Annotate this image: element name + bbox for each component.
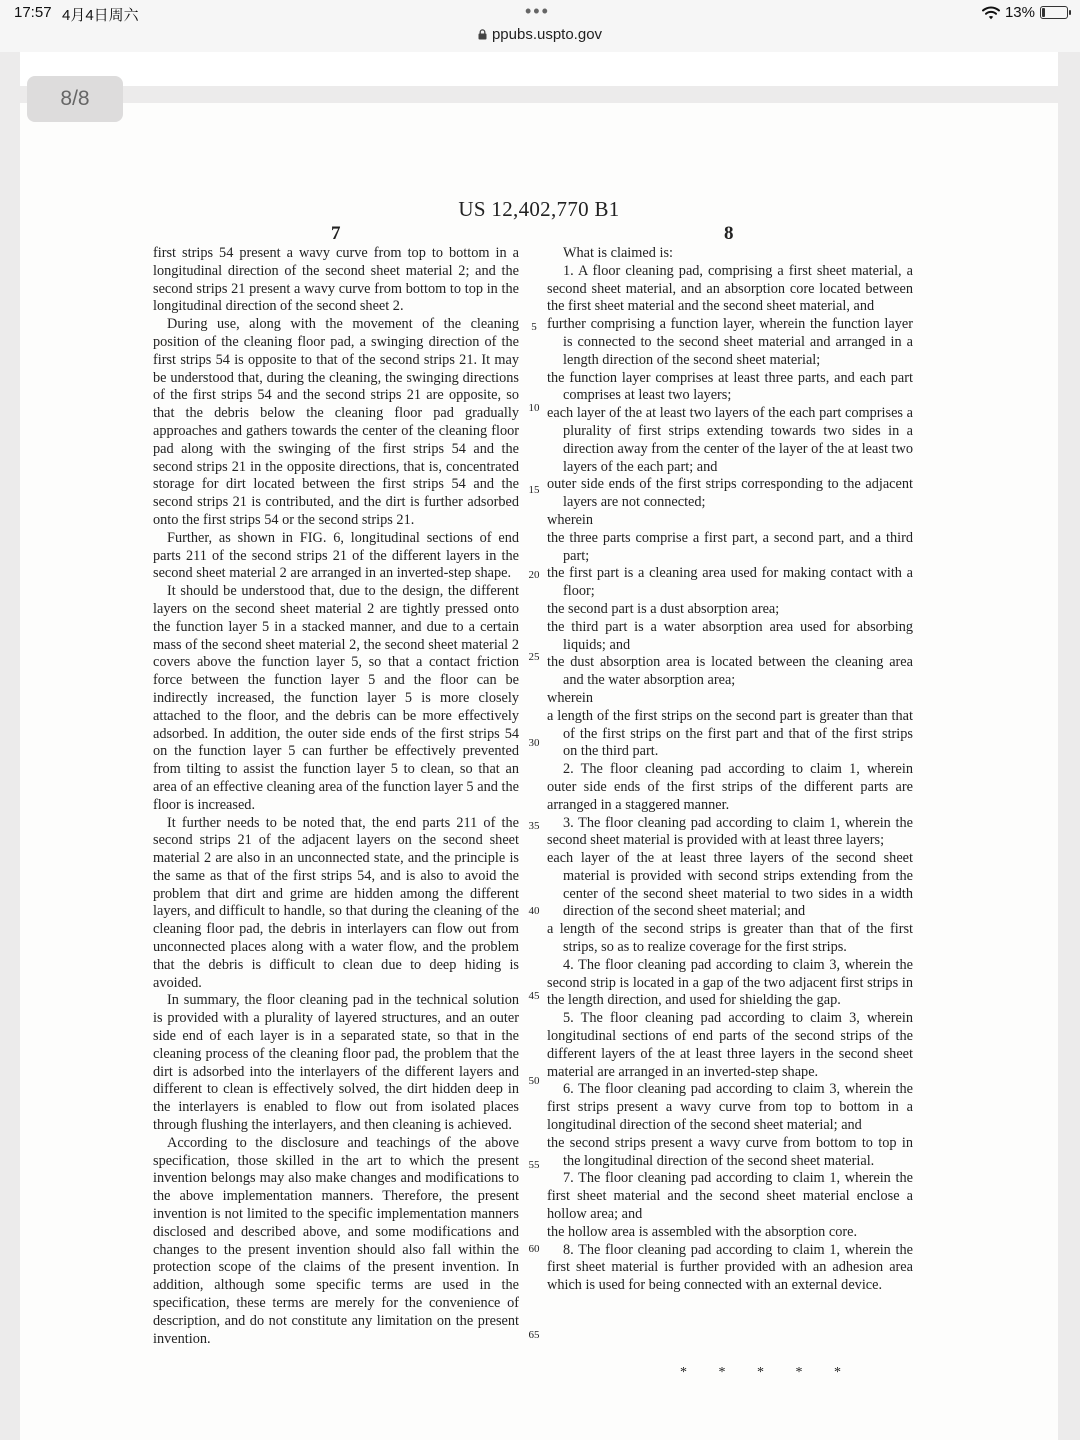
clock: 17:57 — [14, 4, 52, 21]
paragraph: In summary, the floor cleaning pad in the technical solution is provided with a plurality of layered structures, and an outer side end of each layer is in a separated state, so that in the cleaning process of the cleaning floor pad, the problem that the dirt is adsorbed into the interlayers of the different layers and different to clean is effectively solved, the dirt hidden deep in the interlayers is enabled to flow out from isolated places through flushing the interlayers, and then cleaning is achieved. — [153, 992, 519, 1134]
paragraph: According to the disclosure and teachings of the above specification, those skilled in the art to which the present invention belongs may also make changes and modifications to the above implementation manners. Therefore, the present invention is not limited to the specific implementation manners disclosed and described above, and some modifications and changes to the present invention should also fall within the protection scope of the claims of the present invention. In addition, although some specific terms are used in the specification, these terms are merely for the convenience of description, and do not constitute any limitation on the present invention. — [153, 1134, 519, 1347]
claim-text: each layer of the at least three layers of the second sheet material is provided with second strips extending from the center of the second sheet material to two sides in a width direction of the second sheet material; and — [547, 850, 913, 920]
end-mark: * * * * * — [680, 1365, 855, 1380]
claim-text: wherein — [547, 511, 594, 528]
claim-text: 1. A floor cleaning pad, comprising a first sheet material, a second sheet material, and an absorption core located between the first sheet material and the second sheet material, and — [547, 262, 913, 315]
document-page — [20, 103, 1058, 1440]
claim-text: the second part is a dust absorption area; — [547, 600, 780, 617]
claim-text: a length of the first strips on the second part is greater than that of the first strips on the first part and that of the first strips on the third part. — [547, 707, 913, 760]
wifi-icon — [982, 6, 1000, 20]
claim-text: a length of the second strips is greater than that of the first strips, so as to realize coverage for the first strips. — [547, 921, 913, 956]
paragraph: It should be understood that, due to the design, the different layers on the second sheet material 2 are tightly pressed onto the function layer 5 in a stacked manner, and due to a certain mass of the second sheet material 2, the second sheet material 2 covers above the function layer 5, so that a contact friction force between the function layer 5 and the floor can be indirectly increased, the function layer 5 is more closely attached to the floor, and the debris can be more effectively adsorbed. In addition, the outer side ends of the first strips 54 on the function layer 5 can further be effectively prevented from tilting to assist the function layer 5 to clean, so that an area of an effective cleaning area of the function layer 5 and the floor is increased. — [153, 583, 519, 813]
claim-text: the three parts comprise a first part, a second part, and a third part; — [547, 529, 913, 564]
battery-percent: 13% — [1004, 4, 1035, 21]
claim-text: 4. The floor cleaning pad according to claim 3, wherein the second strip is located in a gap of the two adjacent first strips in the length direction, and used for shielding the gap. — [547, 956, 913, 1009]
url-text: ppubs.uspto.gov — [491, 26, 603, 43]
claim-text: the function layer comprises at least three parts, and each part comprises at least two layers; — [547, 369, 913, 404]
claim-text: 5. The floor cleaning pad according to claim 3, wherein longitudinal sections of end parts of the second strips of the different layers of the at least three layers in the second sheet material are arranged in an inverted-step shape. — [547, 1010, 913, 1080]
paragraph: first strips 54 present a wavy curve from top to bottom in a longitudinal direction of the second sheet material 2; and the second strips 21 present a wavy curve from bottom to top in the longitudinal direction of the second sheet 2. — [153, 245, 519, 315]
line-number: 25 — [528, 651, 540, 663]
claim-text: the hollow area is assembled with the absorption core. — [547, 1223, 858, 1240]
claim-text: wherein — [547, 689, 594, 706]
claim-text: 2. The floor cleaning pad according to claim 1, wherein outer side ends of the first strips of the different parts are arranged in a staggered manner. — [547, 761, 913, 813]
claim-text: the first part is a cleaning area used for making contact with a floor; — [547, 565, 913, 600]
claim-text: the second strips present a wavy curve from bottom to top in the longitudinal direction of the second sheet material. — [547, 1134, 913, 1169]
description-column — [153, 245, 519, 1348]
claim-text: the dust absorption area is located between the cleaning area and the water absorption area; — [547, 654, 913, 689]
claims-column — [547, 245, 913, 1295]
line-number: 35 — [528, 820, 540, 832]
line-number: 10 — [528, 402, 540, 414]
claim-text: further comprising a function layer, wherein the function layer is connected to the second sheet material and arranged in a length direction of the second sheet material; — [547, 316, 913, 368]
claim-text: 6. The floor cleaning pad according to claim 3, wherein the first strips present a wavy curve from top to bottom in a longitudinal direction of the second sheet material; and — [547, 1081, 913, 1134]
page-indicator: 8/8 — [27, 76, 123, 122]
battery-icon — [1040, 6, 1068, 19]
lock-icon — [478, 29, 487, 40]
paragraph: During use, along with the movement of the cleaning position of the cleaning floor pad, a swinging direction of the first strips 54 is opposite to that of the second strips 21. It may be understood that, during the cleaning, the swinging directions of the first strips 54 and the second strips 21 are opposite, so that the debris below the cleaning floor pad gradually approaches and gathers towards the center of the cleaning floor pad along with the swinging of the first strips 54 and the second strips 21 in the opposite directions, that is, concentrated storage for dirt located between the first strips 54 and the second strips 21 is contributed, and the dirt is further adsorbed onto the first strips 54 or the second strips 21. — [153, 316, 519, 528]
left-column-number: 7 — [331, 223, 341, 244]
status-bar — [0, 0, 1080, 52]
claim-text: 3. The floor cleaning pad according to claim 1, wherein the second sheet material is provided with at least three layers; — [547, 814, 913, 849]
line-number: 30 — [528, 737, 540, 749]
line-number: 5 — [531, 321, 537, 333]
date: 4月4日周六 — [62, 7, 139, 24]
paragraph: It further needs to be noted that, the end parts 211 of the second strips 21 of the adjacent layers on the second sheet material 2 are also in an unconnected state, and the principle is the same as that of the first strips 54, and is also to avoid the problem that dirt and grime are hidden among the different layers, and difficult to handle, so that during the cleaning of the cleaning floor pad, the debris in interlayers can flow out from unconnected places along with a water flow, and the problem that the debris is difficult to clean due to deep hiding is avoided. — [153, 814, 519, 991]
line-number: 55 — [528, 1159, 540, 1171]
claim-text: 7. The floor cleaning pad according to claim 1, wherein the first sheet material and the second sheet material enclose a hollow area; and — [547, 1170, 913, 1223]
claim-text: the third part is a water absorption area used for absorbing liquids; and — [547, 618, 913, 653]
paragraph: Further, as shown in FIG. 6, longitudinal sections of end parts 211 of the second strips 21 of the different layers in the second sheet material 2 are arranged in an inverted-step shape. — [153, 529, 519, 582]
claim-text: 8. The floor cleaning pad according to claim 1, wherein the first sheet material is further provided with an adhesion area which is used for being connected with an external device. — [547, 1241, 913, 1294]
address-bar[interactable] — [0, 26, 1080, 43]
line-number: 15 — [528, 484, 540, 496]
claim-text: each layer of the at least two layers of the each part comprises a plurality of first strips extending towards two sides in a direction away from the center of the layer of the at least two layers of the each part; and — [547, 405, 913, 475]
more-dots-icon[interactable]: ••• — [525, 1, 550, 21]
right-column-number: 8 — [724, 223, 734, 244]
battery-fill — [1042, 8, 1045, 17]
previous-page-bottom — [20, 52, 1058, 86]
claims-heading: What is claimed is: — [563, 245, 673, 261]
status-icons — [982, 4, 1068, 21]
line-number: 40 — [528, 905, 540, 917]
line-number: 45 — [528, 990, 540, 1002]
line-number: 50 — [528, 1075, 540, 1087]
claim-text: outer side ends of the first strips corresponding to the adjacent layers are not connected; — [547, 476, 913, 511]
line-number: 65 — [528, 1329, 540, 1341]
patent-number: US 12,402,770 B1 — [458, 197, 620, 221]
line-number: 20 — [528, 569, 540, 581]
line-number: 60 — [528, 1243, 540, 1255]
